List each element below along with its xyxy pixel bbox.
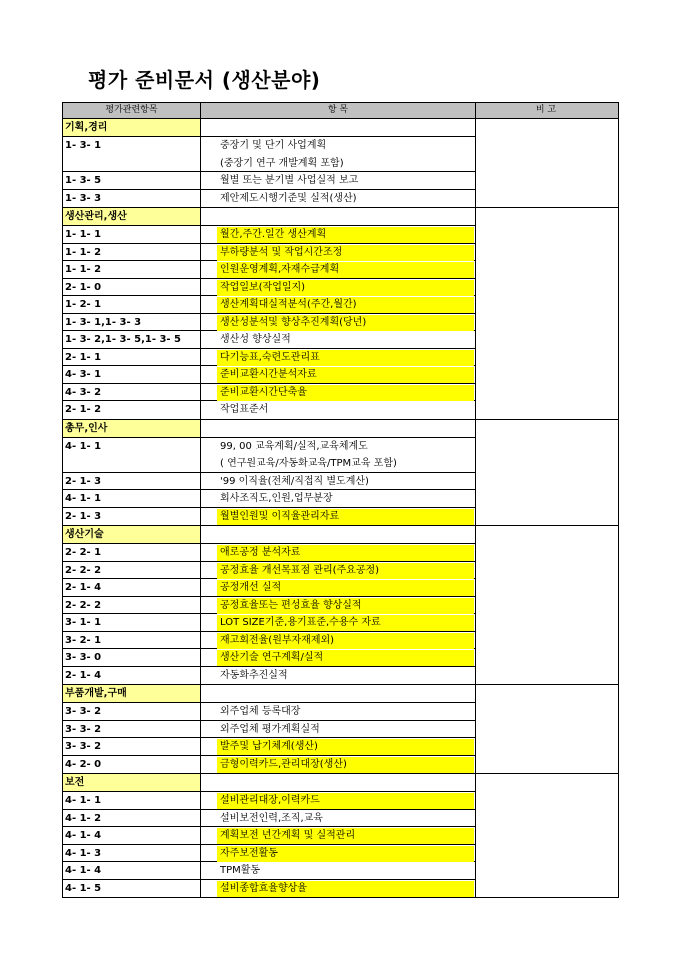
category-spacer: [201, 774, 475, 792]
item-text: TPM활동: [220, 865, 261, 876]
remarks-column: [476, 526, 616, 684]
code-cell: 1- 1- 2: [63, 244, 200, 262]
code-cell: 2- 1- 4: [63, 579, 200, 597]
item-column: [201, 119, 476, 207]
related-item-column: [63, 526, 201, 684]
evaluation-table: [62, 102, 619, 898]
code-cell: [63, 155, 200, 173]
code-cell: 3- 3- 0: [63, 649, 200, 667]
remarks-column: [476, 420, 616, 526]
category-label: 부품개발,구매: [63, 685, 200, 703]
item-cell: [201, 649, 475, 667]
item-text: 공정효율또는 편성효율 향상실적: [217, 598, 474, 614]
item-column: [201, 208, 476, 419]
item-cell: [201, 490, 475, 508]
code-cell: 2- 1- 4: [65, 669, 102, 681]
item-cell: [201, 226, 475, 244]
item-cell: [201, 792, 475, 810]
item-cell: [201, 331, 475, 349]
item-text: 생산성 향상실적: [220, 334, 291, 345]
item-cell: [201, 279, 475, 297]
item-text: ( 연구원교육/자동화교육/TPM교육 포함): [220, 458, 397, 469]
item-cell: [201, 438, 475, 456]
code-cell: 2- 1- 3: [63, 473, 200, 491]
item-cell: [201, 632, 475, 650]
item-cell: [201, 172, 475, 190]
item-text: 자동화추진실적: [220, 669, 288, 681]
code-cell: 4- 1- 3: [63, 845, 200, 863]
code-cell: 3- 3- 2: [63, 738, 200, 756]
item-text: 회사조직도,인원,업무분장: [220, 493, 333, 504]
item-cell: [201, 314, 475, 332]
item-text: 생산성분석및 향상추진계획(당년): [217, 315, 474, 331]
item-cell: [201, 667, 475, 685]
category-spacer: [201, 208, 475, 226]
item-text: 준비교환시간단축율: [217, 385, 474, 401]
related-item-column: [63, 208, 201, 419]
item-text: 월별인원및 이직율관리자료: [217, 509, 474, 525]
table-section: [63, 419, 618, 526]
item-cell: [201, 349, 475, 367]
item-text: 중장기 및 단기 사업계획: [220, 140, 327, 151]
item-column: [201, 420, 476, 526]
item-text: (중장기 연구 개발계획 포함): [220, 157, 344, 169]
item-text: 발주및 납기체계(생산): [217, 739, 474, 755]
item-text: LOT SIZE기준,용기표준,수용수 자료: [217, 615, 474, 631]
category-label: 총무,인사: [63, 420, 200, 438]
code-cell: 4- 1- 1: [63, 490, 200, 508]
table-section: [63, 119, 618, 207]
item-text: 재고회전율(원부자재제외): [217, 633, 474, 649]
table-section: [63, 684, 618, 773]
item-column: [201, 774, 476, 897]
item-text: 공정효율 개선목표점 관리(주요공정): [217, 563, 474, 579]
item-column: [201, 526, 476, 684]
item-text: 계획보전 년간계획 및 실적관리: [217, 828, 474, 844]
code-cell: 1- 3- 2,1- 3- 5,1- 3- 5: [63, 331, 200, 349]
item-text: 부하량분석 및 작업시간조정: [217, 245, 474, 261]
item-text: 생산계획대실적분석(주간,월간): [217, 297, 474, 313]
code-cell: 3- 3- 2: [63, 721, 200, 739]
item-text: 애로공정 분석자료: [217, 545, 474, 561]
remarks-column: [476, 208, 616, 419]
category-label: 생산관리,생산: [63, 208, 200, 226]
remarks-column: [476, 685, 616, 773]
table-section: [63, 207, 618, 419]
category-spacer: [201, 420, 475, 438]
category-spacer: [201, 685, 475, 703]
code-cell: 1- 3- 1,1- 3- 3: [63, 314, 200, 332]
item-cell: [201, 366, 475, 384]
code-cell: 2- 1- 1: [63, 349, 200, 367]
category-spacer: [201, 119, 475, 137]
category-label: 생산기술: [63, 526, 200, 544]
header-col-remarks: 비 고: [535, 105, 557, 115]
item-text: 외주업체 등록대장: [220, 706, 301, 717]
remarks-column: [476, 119, 616, 207]
item-cell: [201, 384, 475, 402]
item-cell: [201, 810, 475, 828]
category-label: 기획,경리: [63, 119, 200, 137]
code-cell: 3- 2- 1: [63, 632, 200, 650]
item-cell: [201, 508, 475, 526]
item-text: 금형이력카드,관리대장(생산): [217, 757, 474, 773]
item-text: 외주업체 평가계획실적: [220, 723, 320, 735]
header-col-related: 평가관련항목: [63, 103, 201, 118]
item-column: [201, 685, 476, 773]
code-cell: 2- 1- 3: [65, 510, 102, 522]
code-cell: 1- 1- 1: [63, 226, 200, 244]
code-cell: 1- 2- 1: [63, 296, 200, 314]
item-text: 99, 00 교육계획/실적,교육체계도: [220, 440, 368, 452]
item-cell: [201, 721, 475, 739]
remarks-column: [476, 774, 616, 897]
item-text: 준비교환시간분석자료: [217, 367, 474, 383]
item-cell: [201, 455, 475, 473]
table-body: [63, 119, 618, 897]
code-cell: 1- 3- 1: [65, 140, 102, 151]
code-cell: 1- 1- 2: [63, 261, 200, 279]
table-header: [63, 103, 618, 119]
code-cell: 2- 2- 2: [63, 597, 200, 615]
category-spacer: [201, 526, 475, 544]
item-cell: [201, 597, 475, 615]
code-cell: 4- 1- 4: [63, 862, 200, 880]
item-cell: [201, 190, 475, 208]
item-cell: [201, 880, 475, 898]
table-section: [63, 773, 618, 897]
code-cell: [63, 455, 200, 473]
item-cell: [201, 756, 475, 774]
item-cell: [201, 155, 475, 173]
page-title: 평가 준비문서 (생산분야): [88, 68, 321, 92]
related-item-column: [63, 119, 201, 207]
item-cell: [201, 244, 475, 262]
item-text: 다기능표,숙련도관리표: [217, 350, 474, 366]
item-text: 설비관리대장,이력카드: [217, 793, 474, 809]
item-cell: [201, 261, 475, 279]
item-cell: [201, 473, 475, 491]
related-item-column: [63, 774, 201, 897]
category-label: 보전: [63, 774, 200, 792]
item-text: 제안제도시행기준및 실적(생산): [220, 192, 357, 204]
item-text: 작업일보(작업일지): [217, 280, 474, 296]
item-cell: [201, 579, 475, 597]
item-cell: [201, 862, 475, 880]
item-text: 월간,주간.일간 생산계획: [217, 227, 474, 243]
item-cell: [201, 845, 475, 863]
item-cell: [201, 738, 475, 756]
item-cell: [201, 401, 475, 419]
item-cell: [201, 562, 475, 580]
item-text: 생산기술 연구계획/실적: [217, 650, 474, 666]
code-cell: 2- 1- 0: [63, 279, 200, 297]
item-cell: [201, 137, 475, 155]
item-cell: [201, 827, 475, 845]
item-cell: [201, 614, 475, 632]
code-cell: 1- 3- 5: [63, 172, 200, 190]
related-item-column: [63, 420, 201, 526]
item-cell: [201, 703, 475, 721]
item-text: 설비종합효율향상율: [217, 881, 474, 897]
code-cell: 4- 3- 2: [63, 384, 200, 402]
code-cell: 4- 3- 1: [63, 366, 200, 384]
code-cell: 1- 3- 3: [65, 192, 102, 204]
code-cell: 4- 1- 5: [65, 882, 102, 894]
item-text: 작업표준서: [220, 404, 269, 415]
code-cell: 2- 2- 2: [63, 562, 200, 580]
code-cell: 4- 1- 1: [63, 792, 200, 810]
code-cell: 4- 1- 1: [65, 440, 102, 452]
item-cell: [201, 296, 475, 314]
header-col-item: 항 목: [201, 103, 476, 118]
code-cell: 4- 2- 0: [65, 758, 102, 770]
item-text: 월별 또는 분기별 사업실적 보고: [220, 175, 359, 186]
code-cell: 2- 2- 1: [63, 544, 200, 562]
item-text: 자주보전활동: [217, 846, 474, 862]
code-cell: 3- 1- 1: [63, 614, 200, 632]
item-text: '99 이직율(전체/직접직 별도계산): [220, 475, 369, 487]
code-cell: 2- 1- 2: [65, 404, 102, 415]
item-text: 공정개선 실적: [217, 580, 474, 596]
table-section: [63, 525, 618, 684]
item-cell: [201, 544, 475, 562]
item-text: 설비보전인력,조직,교육: [220, 812, 323, 824]
code-cell: 4- 1- 2: [63, 810, 200, 828]
code-cell: 4- 1- 4: [63, 827, 200, 845]
code-cell: 3- 3- 2: [63, 703, 200, 721]
related-item-column: [63, 685, 201, 773]
item-text: 인원운영계획,자재수급계획: [217, 262, 474, 278]
